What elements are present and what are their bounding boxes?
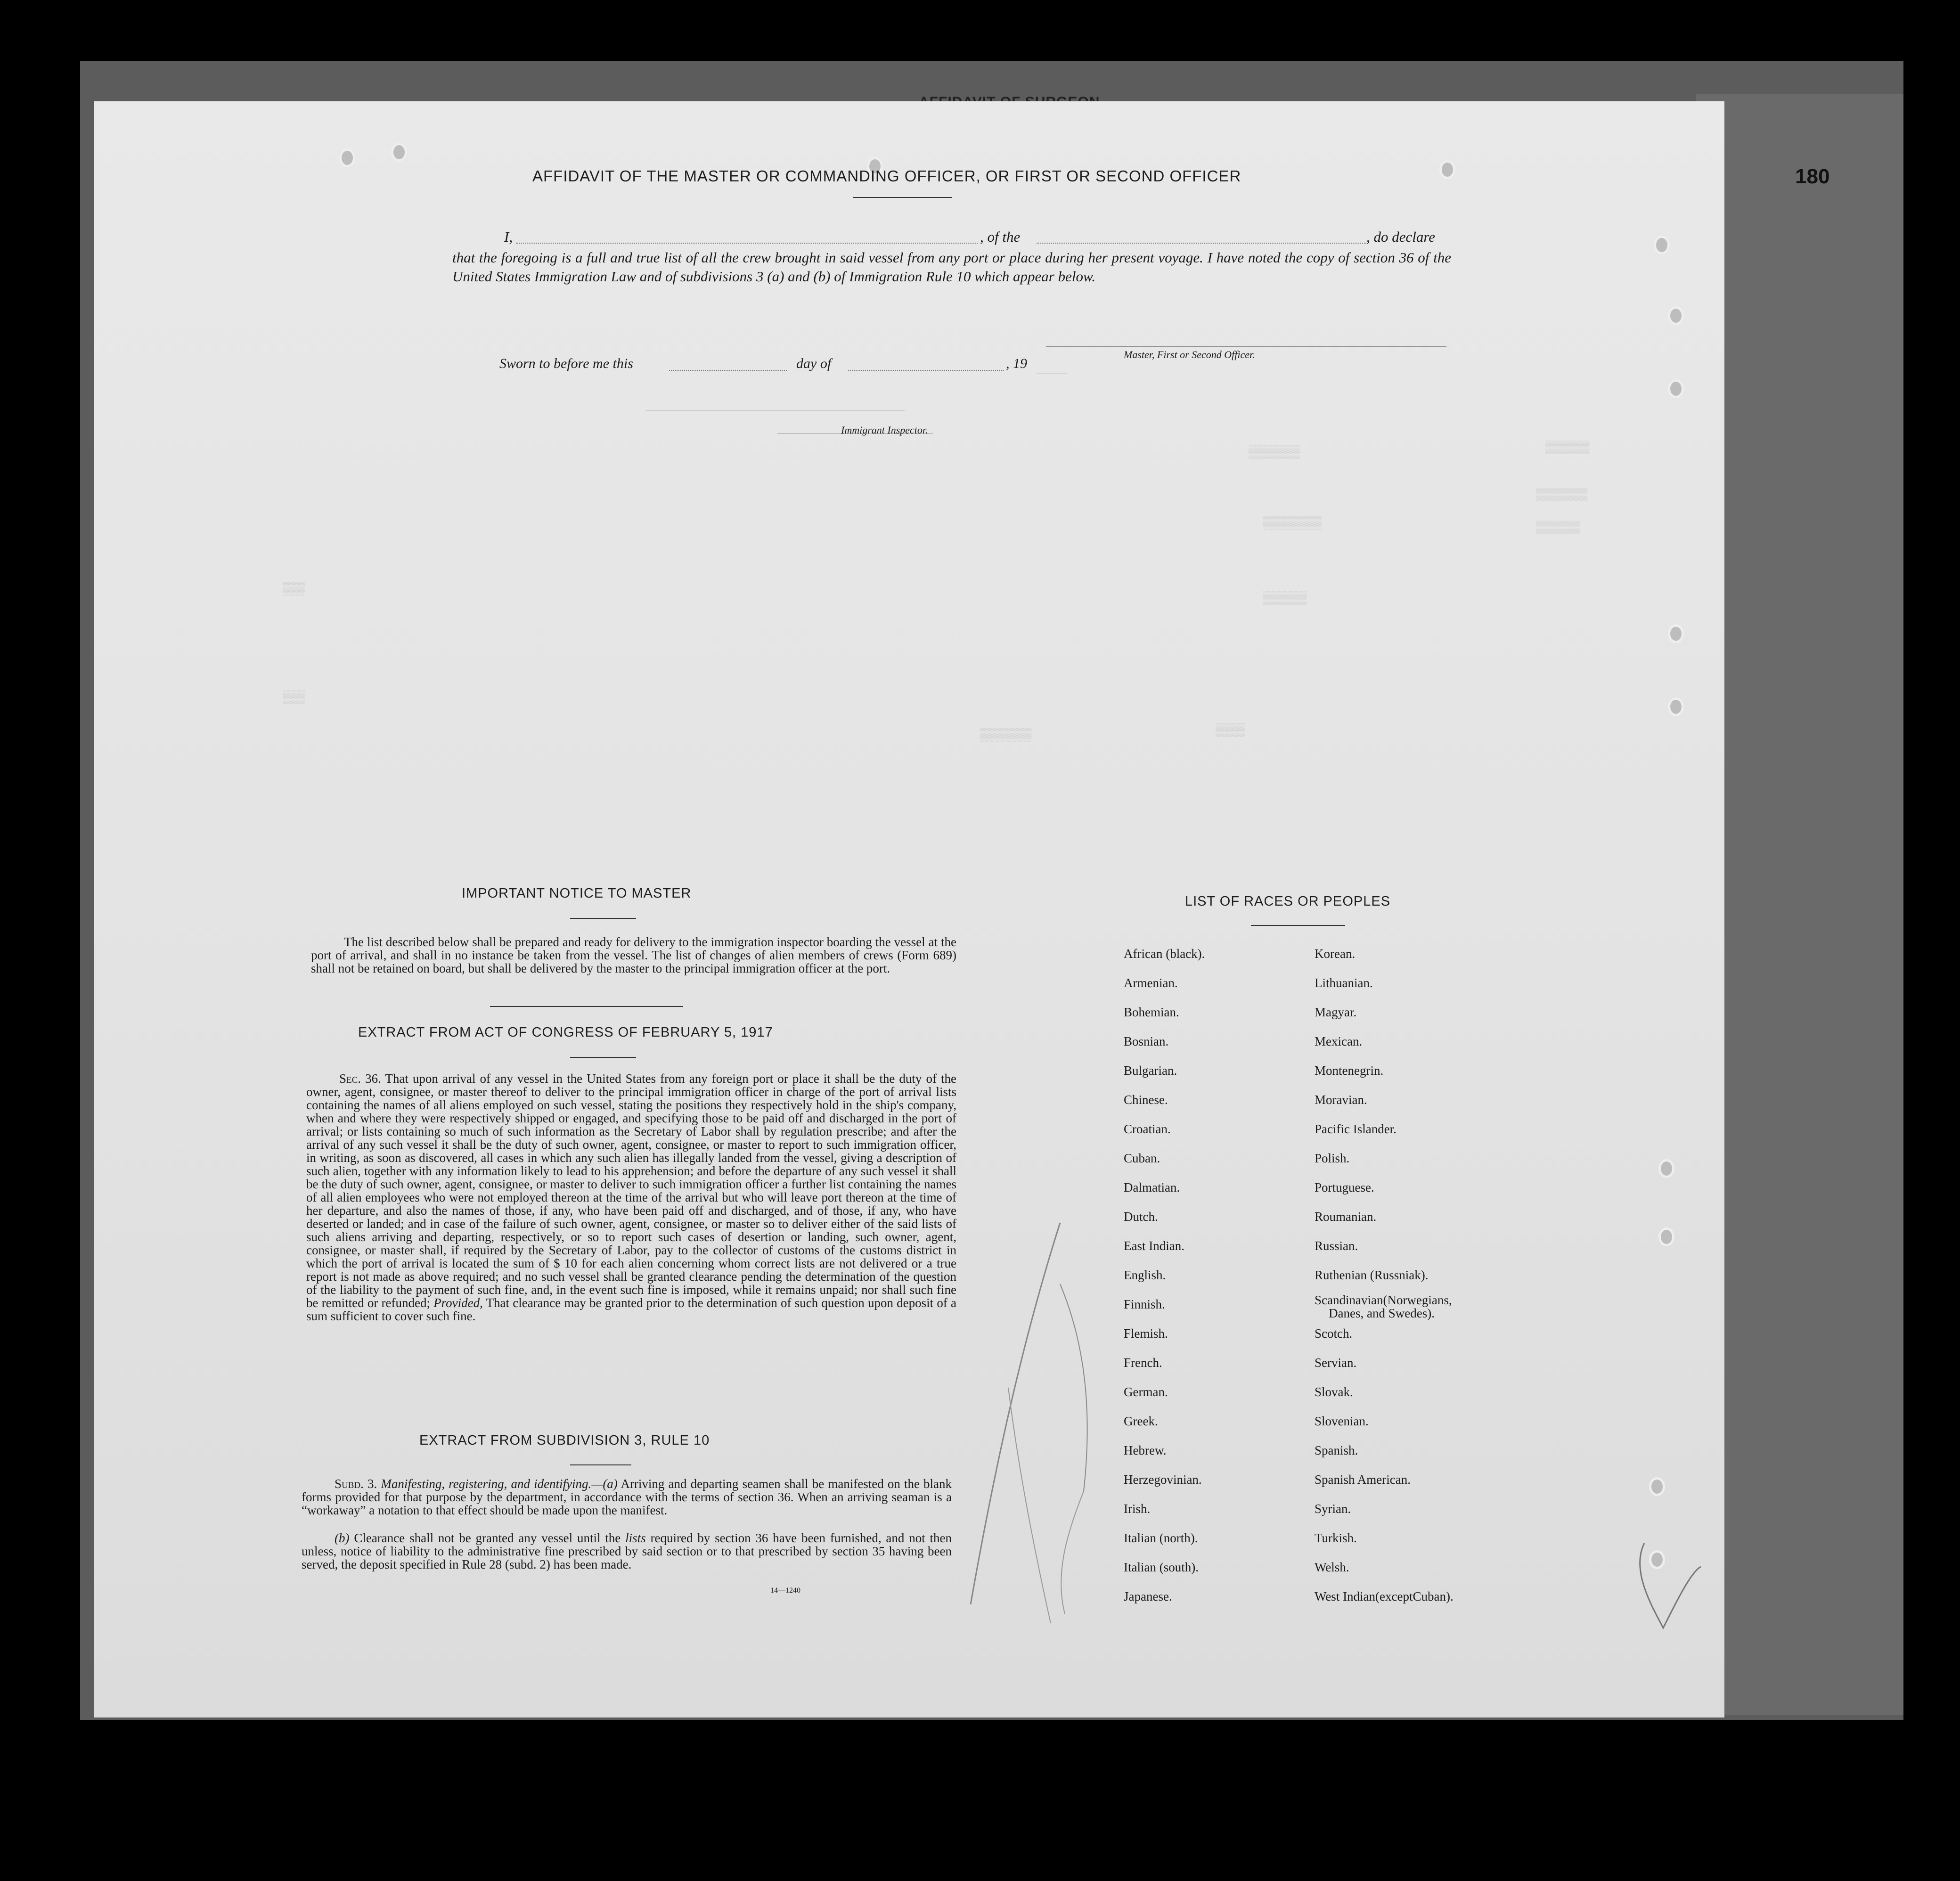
race-item: German. <box>1124 1385 1168 1399</box>
bleed-through-text: ▒▒▒▒ <box>1216 723 1245 737</box>
race-item: Slovak. <box>1315 1385 1353 1399</box>
part-a-text: Arriving and departing seamen shall be manifested on the blank forms provided for that purpose by the department, in accordance with the terms of section 36. When an arriving seaman is a “workaway” a notation to that effect should be made upon the manifest. <box>302 1477 952 1517</box>
race-item: East Indian. <box>1124 1239 1184 1253</box>
declaration-of-the: , of the <box>980 229 1021 245</box>
race-item: Dalmatian. <box>1124 1180 1180 1194</box>
race-item: Greek. <box>1124 1414 1158 1428</box>
bleed-through-text: ▒▒▒▒▒▒▒ <box>1249 445 1300 459</box>
part-b-label: (b) <box>335 1531 350 1545</box>
part-a-label: —(a) <box>591 1477 618 1491</box>
punch-hole <box>1649 1477 1665 1496</box>
race-item: Slovenian. <box>1315 1414 1369 1428</box>
race-item: Polish. <box>1315 1151 1350 1165</box>
signature-line[interactable] <box>1046 346 1446 347</box>
rule-extract-part-b <box>302 1531 952 1571</box>
race-item: Mexican. <box>1315 1034 1363 1048</box>
race-item: Ruthenian (Russniak). <box>1315 1268 1429 1282</box>
declaration-text: that the foregoing is a full and true list of all the crew brought in said vessel from any port or place during her present voyage. I have noted the copy of section 36 of the United States Immigration Law and of subdivisions 3 (a) and (b) of Immigration Rule 10 which appear below. <box>452 249 1451 285</box>
page-number: 180 <box>1795 165 1830 188</box>
punch-hole <box>1439 160 1455 179</box>
year-prefix: , 19 <box>1006 356 1027 371</box>
race-item: Croatian. <box>1124 1122 1171 1136</box>
bleed-through-text: ▒▒▒ <box>283 582 305 596</box>
section-divider <box>490 1006 683 1007</box>
section-36-body: That upon arrival of any vessel in the United States from any foreign port or place it shall be the duty of the owner, agent, consignee, or master thereof to deliver to the principal immigration officer in charge of the port of arrival lists containing the names of all aliens employed on such vessel, stating the positions they respectively hold in the ship's company, when and where they were respectively shipped or engaged, and specifying those to be paid off and discharged in the port of arrival; or lists containing so much of such information as the Secretary of Labor shall by regulation prescribe; and after the arrival of any such vessel it shall be the duty of such owner, agent, consignee, or master to report to such immigration officer, in writing, as soon as discovered, all cases in which any such alien has illegally landed from the vessel, giving a description of such alien, together with any information likely to lead to his apprehension; and before the departure of any such vessel it shall be the duty of such owner, agent, consignee, or master to deliver to such immigration officer a further list containing the names of all alien employees who were not employed thereon at the time of the arrival but who will leave port thereon at the time of her departure, and also the names of those, if any, who have been paid off and discharged, and of those, if any, who have deserted or landed; and in case of the failure of such owner, agent, consignee, or master so to deliver either of the said lists of such aliens arriving and departing, respectively, or so to report such cases of desertion or landing, such owner, agent, consignee, or master shall, if required by the Secretary of Labor, pay to the collector of customs of the customs district in which the port of arrival is located the sum of $ 10 for each alien concerning whom correct lists are not delivered or a true report is not made as above required; and no such vessel shall be granted clearance pending the determination of the question of the liability to the payment of such fine, and, in the event such fine is imposed, while it remains unpaid; nor shall such fine be remitted or refunded; <box>306 1071 956 1310</box>
race-item: Korean. <box>1315 947 1356 961</box>
race-item: Scotch. <box>1315 1326 1353 1341</box>
day-blank[interactable] <box>669 370 787 371</box>
signature-caption: Master, First or Second Officer. <box>1124 349 1255 360</box>
month-blank[interactable] <box>848 370 1004 371</box>
race-item: Scandinavian(Norwegians, Danes, and Swedes). <box>1315 1290 1454 1319</box>
race-item: Magyar. <box>1315 1005 1357 1019</box>
race-item: Lithuanian. <box>1315 976 1373 990</box>
race-item: Welsh. <box>1315 1560 1349 1574</box>
race-item: Flemish. <box>1124 1326 1168 1341</box>
underlying-page-edge <box>1696 94 1903 1715</box>
race-item: Bohemian. <box>1124 1005 1179 1019</box>
race-item: Bosnian. <box>1124 1034 1169 1048</box>
race-item: English. <box>1124 1268 1166 1282</box>
part-b-text-1: Clearance shall not be granted any vessel until the <box>354 1531 621 1545</box>
rule-extract-part-a <box>302 1477 952 1517</box>
punch-hole <box>339 148 355 167</box>
punch-hole <box>1668 379 1684 398</box>
subd-heading: Manifesting, registering, and identifying. <box>381 1477 592 1491</box>
race-item: Irish. <box>1124 1502 1151 1516</box>
bleed-through-text: ▒▒▒▒▒▒▒ <box>980 728 1032 742</box>
section-lead: Sec. 36. <box>339 1071 381 1086</box>
bleed-through-text: ▒▒▒▒▒▒▒ <box>1536 488 1588 502</box>
name-blank[interactable] <box>516 243 978 244</box>
punch-hole <box>1668 306 1684 325</box>
race-item: Finnish. <box>1124 1297 1165 1311</box>
race-item: Spanish American. <box>1315 1472 1411 1487</box>
bleed-through-text: ▒▒▒▒▒▒ <box>1263 591 1307 605</box>
race-item: Italian (north). <box>1124 1531 1198 1545</box>
affidavit-title: AFFIDAVIT OF THE MASTER OR COMMANDING OFFICER, OR FIRST OR SECOND OFFICER <box>532 167 1241 185</box>
race-item: Bulgarian. <box>1124 1063 1177 1078</box>
rule-extract-title: EXTRACT FROM SUBDIVISION 3, RULE 10 <box>419 1433 710 1448</box>
act-extract-title: EXTRACT FROM ACT OF CONGRESS OF FEBRUARY 5, 1917 <box>358 1025 773 1040</box>
notice-title: IMPORTANT NOTICE TO MASTER <box>462 886 692 901</box>
race-item: Pacific Islander. <box>1315 1122 1396 1136</box>
race-item: Armenian. <box>1124 976 1178 990</box>
act-extract-text <box>306 1072 956 1323</box>
race-item: Portuguese. <box>1315 1180 1374 1194</box>
race-item: Roumanian. <box>1315 1210 1377 1224</box>
races-column-right <box>1315 939 1454 1611</box>
race-item: Hebrew. <box>1124 1443 1167 1457</box>
bleed-through-text: ▒▒▒▒▒▒▒▒ <box>1263 516 1322 530</box>
proviso-text: That clearance may be granted prior to the determination of such question upon deposit of a sum sufficient to cover such fine. <box>306 1296 956 1323</box>
race-item: Moravian. <box>1315 1093 1367 1107</box>
race-item: West Indian(exceptCuban). <box>1315 1589 1454 1603</box>
day-of-text: day of <box>796 356 832 371</box>
part-b-lists: lists <box>625 1531 646 1545</box>
pencil-marks <box>942 1209 1178 1633</box>
vessel-blank[interactable] <box>1037 243 1366 244</box>
bleed-through-text: ▒▒▒▒▒▒ <box>1545 441 1590 455</box>
race-item: Turkish. <box>1315 1531 1357 1545</box>
race-item: Russian. <box>1315 1239 1358 1253</box>
notice-underline <box>570 918 636 919</box>
race-item: Syrian. <box>1315 1502 1351 1516</box>
race-item: African (black). <box>1124 947 1205 961</box>
bleed-through-text: ▒▒▒▒▒▒ <box>1536 521 1580 535</box>
race-item: Spanish. <box>1315 1443 1358 1457</box>
declaration-i: I, <box>504 229 513 245</box>
punch-hole <box>1668 624 1684 643</box>
manifest-sheet <box>94 101 1724 1717</box>
rule-extract-underline <box>570 1464 631 1465</box>
punch-hole <box>1658 1227 1674 1246</box>
race-item: Dutch. <box>1124 1210 1158 1224</box>
races-title: LIST OF RACES OR PEOPLES <box>1185 894 1391 909</box>
inspector-caption: Immigrant Inspector. <box>841 424 928 436</box>
bleed-through-text: ▒▒▒ <box>283 690 305 704</box>
race-item: Montenegrin. <box>1315 1063 1384 1078</box>
punch-hole <box>1654 236 1670 254</box>
races-underline <box>1251 925 1345 926</box>
race-item: Cuban. <box>1124 1151 1160 1165</box>
declaration-do-declare: , do declare <box>1366 229 1436 245</box>
sworn-text: Sworn to before me this <box>499 356 633 371</box>
race-item: Herzegovinian. <box>1124 1472 1202 1487</box>
part-b-text-2: required by section 36 have been furnished, and not then unless, notice of liability to the administrative fine prescribed by said section or to that prescribed by section 35 having been served, the deposit specified in Rule 28 (subd. 2) has been made. <box>302 1531 952 1571</box>
race-item: Italian (south). <box>1124 1560 1199 1574</box>
form-code: 14—1240 <box>770 1587 800 1595</box>
pencil-mark-corner <box>1625 1534 1710 1637</box>
race-item: Servian. <box>1315 1356 1357 1370</box>
title-underline <box>853 197 952 198</box>
race-item: Chinese. <box>1124 1093 1168 1107</box>
punch-hole <box>391 143 407 162</box>
subd-lead: Subd. 3. <box>335 1477 377 1491</box>
race-item: Japanese. <box>1124 1589 1172 1603</box>
notice-text: The list described below shall be prepared and ready for delivery to the immigration inspector boarding the vessel at the port of arrival, and shall in no instance be taken from the vessel. The list of changes of alien members of crews (Form 689) shall not be retained on board, but shall be delivered by the master to the principal immigration officer at the port. <box>311 935 956 975</box>
proviso-word: Provided, <box>433 1296 483 1310</box>
act-extract-underline <box>570 1057 636 1058</box>
race-item-continuation: Danes, and Swedes). <box>1329 1306 1435 1320</box>
punch-hole <box>1668 697 1684 716</box>
race-item: French. <box>1124 1356 1162 1370</box>
punch-hole <box>1658 1159 1674 1178</box>
